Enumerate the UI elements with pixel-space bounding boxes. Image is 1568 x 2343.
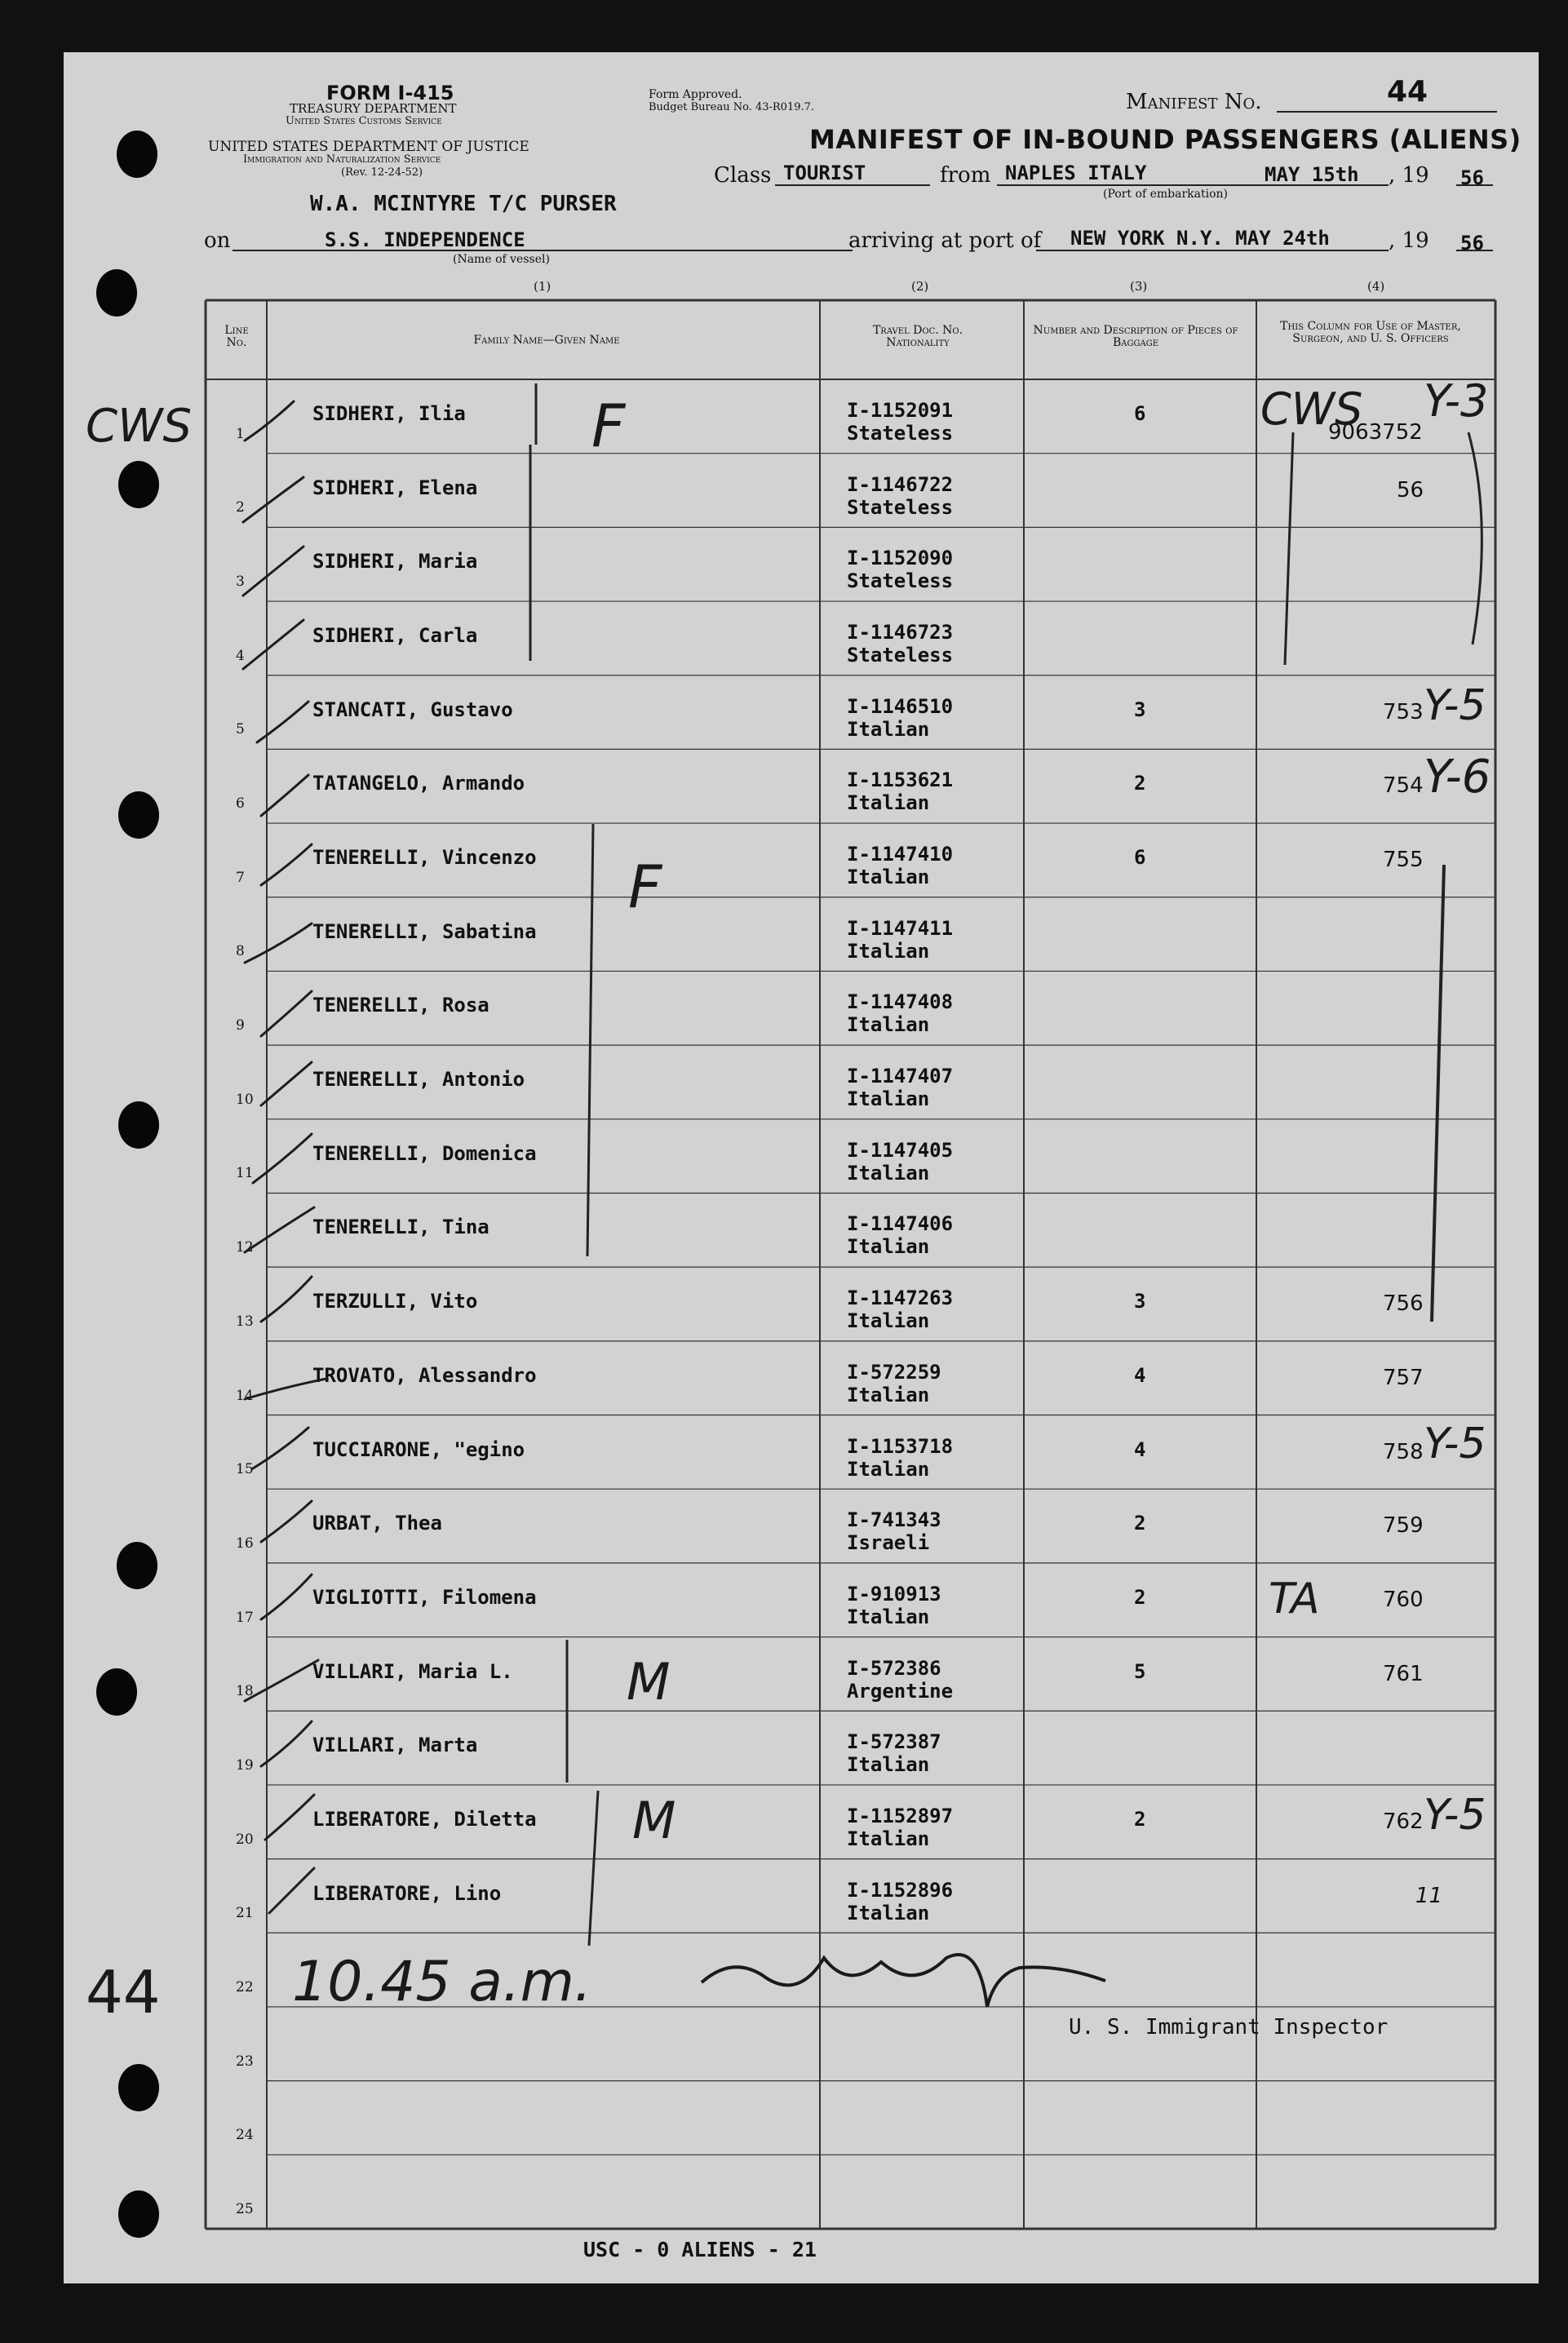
- nationality: Italian: [847, 791, 930, 815]
- nationality: Italian: [847, 1309, 930, 1333]
- officer-y6: Y-6: [1424, 751, 1491, 804]
- line-number: 12: [236, 1239, 254, 1256]
- passenger-name: TENERELLI, Vincenzo: [312, 846, 537, 870]
- nationality: Italian: [847, 1161, 930, 1185]
- vessel-note: (Name of vessel): [453, 253, 550, 266]
- nationality: Argentine: [847, 1679, 954, 1703]
- arriving-label: arriving at port of: [848, 228, 1042, 253]
- baggage-count: 6: [1134, 846, 1146, 870]
- line-number: 21: [236, 1905, 254, 1922]
- travel-doc-no: I-1147411: [847, 916, 954, 940]
- passenger-name: TENERELLI, Tina: [312, 1216, 489, 1239]
- passenger-name: TENERELLI, Sabatina: [312, 919, 537, 943]
- baggage-count: 4: [1134, 1363, 1146, 1387]
- passenger-name: LIBERATORE, Lino: [312, 1881, 502, 1905]
- passenger-name: SIDHERI, Carla: [312, 624, 478, 648]
- nationality: Israeli: [847, 1531, 930, 1555]
- passenger-name: STANCATI, Gustavo: [312, 698, 513, 721]
- depart-date: MAY 15th: [1265, 163, 1359, 186]
- passenger-name: TENERELLI, Antonio: [312, 1068, 525, 1092]
- passenger-name: SIDHERI, Maria: [312, 550, 478, 574]
- baggage-count: 6: [1134, 402, 1146, 425]
- travel-doc-no: I-1147410: [847, 843, 954, 866]
- baggage-count: 2: [1134, 772, 1146, 795]
- baggage-count: 2: [1134, 1512, 1146, 1535]
- nationality: Stateless: [847, 495, 954, 519]
- nationality: Stateless: [847, 422, 954, 445]
- officer-entry: 9063752: [1328, 420, 1423, 445]
- travel-doc-no: I-572387: [847, 1730, 941, 1754]
- passenger-name: TENERELLI, Domenica: [312, 1141, 537, 1165]
- nationality: Italian: [847, 1605, 930, 1628]
- line-number: 19: [236, 1756, 254, 1774]
- nationality: Italian: [847, 1753, 930, 1777]
- from-label: from: [940, 163, 991, 188]
- passenger-name: VILLARI, Marta: [312, 1734, 478, 1757]
- passenger-name: TERZULLI, Vito: [312, 1290, 478, 1313]
- f-mark-2: F: [628, 853, 662, 921]
- arrival-year-prefix: , 19: [1389, 228, 1429, 253]
- passenger-name: VILLARI, Maria L.: [312, 1659, 513, 1683]
- line-number: 1: [236, 425, 245, 442]
- travel-doc-no: I-1146722: [847, 472, 954, 496]
- travel-doc-no: I-1152896: [847, 1878, 954, 1902]
- officer-entry: 759: [1383, 1513, 1424, 1539]
- dept-justice: UNITED STATES DEPARTMENT OF JUSTICE: [208, 139, 529, 155]
- col-header-baggage: Number and Description of Pieces of Baggage: [1033, 324, 1238, 349]
- line-number: 13: [236, 1313, 254, 1330]
- baggage-count: 5: [1134, 1659, 1146, 1683]
- baggage-count: 2: [1134, 1807, 1146, 1831]
- port-embark-note: (Port of embarkation): [1103, 188, 1228, 201]
- line-number: 23: [236, 2053, 254, 2070]
- officer-entry: 756: [1383, 1291, 1424, 1317]
- dept-treasury: TREASURY DEPARTMENT: [290, 101, 457, 116]
- officer-entry: 760: [1383, 1587, 1424, 1612]
- col-num-3: (3): [1130, 279, 1148, 294]
- nationality: Italian: [847, 717, 930, 741]
- travel-doc-no: I-1153621: [847, 768, 954, 792]
- line-number: 24: [236, 2127, 254, 2144]
- line-number: 18: [236, 1683, 254, 1700]
- form-number: FORM I-415: [326, 82, 454, 104]
- col-header-officers: This Column for Use of Master, Surgeon, and U. S. Officers: [1280, 320, 1461, 345]
- travel-doc-no: I-1147406: [847, 1212, 954, 1236]
- officer-entry: 755: [1383, 848, 1424, 873]
- line-number: 9: [236, 1017, 245, 1034]
- travel-doc-no: I-1147405: [847, 1138, 954, 1162]
- line-number: 25: [236, 2200, 254, 2217]
- class-value: TOURIST: [783, 162, 866, 184]
- m-mark-1: M: [627, 1652, 671, 1712]
- nationality: Stateless: [847, 569, 954, 593]
- nationality: Stateless: [847, 644, 954, 667]
- nationality: Italian: [847, 1827, 930, 1850]
- nationality: Italian: [847, 1383, 930, 1406]
- line-number: 14: [236, 1387, 254, 1404]
- form-approved: Form Approved.: [649, 88, 742, 101]
- travel-doc-no: I-1146510: [847, 694, 954, 718]
- travel-doc-no: I-1147263: [847, 1287, 954, 1310]
- travel-doc-no: I-572386: [847, 1656, 941, 1680]
- nationality: Italian: [847, 1013, 930, 1037]
- officer-entry: 758: [1383, 1439, 1424, 1464]
- arrival-port-date: NEW YORK N.Y. MAY 24th: [1070, 227, 1330, 250]
- col-num-1: (1): [534, 279, 551, 294]
- travel-doc-no: I-1146723: [847, 621, 954, 644]
- passenger-name: LIBERATORE, Diletta: [312, 1807, 537, 1831]
- manifest-title: MANIFEST OF IN-BOUND PASSENGERS (ALIENS): [809, 124, 1521, 155]
- col-header-name: Family Name—Given Name: [473, 334, 620, 347]
- on-label: on: [204, 228, 231, 253]
- footer-code: USC - 0 ALIENS - 21: [583, 2238, 817, 2261]
- line-number: 2: [236, 499, 245, 516]
- line-number: 8: [236, 943, 245, 960]
- vessel-name: S.S. INDEPENDENCE: [325, 228, 525, 251]
- officer-y5-c: Y-5: [1424, 1791, 1486, 1840]
- officer-entry: 761: [1383, 1661, 1424, 1686]
- baggage-count: 3: [1134, 1290, 1146, 1313]
- col-num-2: (2): [911, 279, 929, 294]
- dept-ins: Immigration and Naturalization Service: [243, 153, 441, 166]
- nationality: Italian: [847, 1235, 930, 1259]
- baggage-count: 2: [1134, 1585, 1146, 1609]
- passenger-name: VIGLIOTTI, Filomena: [312, 1585, 537, 1609]
- purser-name: W.A. MCINTYRE T/C PURSER: [310, 192, 617, 216]
- line-number: 11: [236, 1165, 254, 1182]
- f-mark-1: F: [591, 392, 626, 460]
- line-number: 22: [236, 1978, 254, 1995]
- travel-doc-no: I-572259: [847, 1360, 941, 1384]
- line-number: 3: [236, 574, 245, 591]
- travel-doc-no: I-1152091: [847, 399, 954, 422]
- officer-entry: 753: [1383, 699, 1424, 724]
- margin-initials: CWS: [86, 400, 193, 453]
- manifest-label: Manifest No.: [1126, 90, 1262, 114]
- line-number: 17: [236, 1609, 254, 1626]
- manifest-number: 44: [1387, 75, 1428, 109]
- officer-y5-a: Y-5: [1424, 681, 1486, 730]
- travel-doc-no: I-1153718: [847, 1434, 954, 1458]
- line-number: 20: [236, 1831, 254, 1848]
- travel-doc-no: I-1152090: [847, 547, 954, 570]
- line-number: 4: [236, 647, 245, 664]
- officer-y3: Y-3: [1424, 375, 1489, 427]
- nationality: Italian: [847, 866, 930, 889]
- form-revision: (Rev. 12-24-52): [341, 166, 423, 179]
- passenger-name: TATANGELO, Armando: [312, 772, 525, 795]
- officer-y5-b: Y-5: [1424, 1420, 1486, 1468]
- officer-entry: 754: [1383, 773, 1424, 799]
- inspector-title: U. S. Immigrant Inspector: [1069, 2015, 1389, 2040]
- travel-doc-no: I-1147407: [847, 1065, 954, 1088]
- m-mark-2: M: [632, 1791, 676, 1850]
- officer-initials: CWS: [1260, 383, 1363, 435]
- ta-mark: TA: [1269, 1575, 1320, 1623]
- col-header-line: Line No.: [224, 324, 249, 349]
- baggage-count: 4: [1134, 1437, 1146, 1461]
- line-number: 10: [236, 1091, 254, 1108]
- officer-entry: 762: [1383, 1809, 1424, 1834]
- nationality: Italian: [847, 939, 930, 963]
- nationality: Italian: [847, 1901, 930, 1924]
- passenger-name: TUCCIARONE, "egino: [312, 1437, 525, 1461]
- depart-year-prefix: , 19: [1389, 163, 1429, 188]
- depart-year: 56: [1460, 166, 1484, 189]
- dept-customs: United States Customs Service: [286, 115, 442, 127]
- col-header-doc: Travel Doc. No. Nationality: [872, 324, 963, 349]
- travel-doc-no: I-910913: [847, 1582, 941, 1606]
- officer-entry: 757: [1383, 1365, 1424, 1390]
- passenger-name: TROVATO, Alessandro: [312, 1363, 537, 1387]
- officer-entry: 56: [1397, 477, 1424, 503]
- time-signature: 10.45 a.m.: [292, 1950, 592, 2014]
- baggage-count: 3: [1134, 698, 1146, 721]
- travel-doc-no: I-741343: [847, 1508, 941, 1532]
- line-number: 7: [236, 869, 245, 886]
- budget-bureau: Budget Bureau No. 43-R019.7.: [649, 101, 815, 113]
- line-number: 16: [236, 1535, 254, 1552]
- passenger-name: SIDHERI, Elena: [312, 476, 478, 499]
- nationality: Italian: [847, 1087, 930, 1111]
- class-label: Class: [714, 163, 772, 188]
- from-value: NAPLES ITALY: [1005, 162, 1147, 184]
- travel-doc-no: I-1147408: [847, 990, 954, 1014]
- officer-entry: 11: [1415, 1883, 1443, 1908]
- col-num-4: (4): [1367, 279, 1385, 294]
- passenger-name: TENERELLI, Rosa: [312, 994, 489, 1017]
- line-number: 15: [236, 1461, 254, 1478]
- line-number: 6: [236, 795, 245, 813]
- nationality: Italian: [847, 1457, 930, 1481]
- passenger-name: URBAT, Thea: [312, 1512, 442, 1535]
- passenger-name: SIDHERI, Ilia: [312, 402, 466, 425]
- margin-count: 44: [86, 1958, 161, 2026]
- line-number: 5: [236, 721, 245, 738]
- arrival-year: 56: [1460, 232, 1484, 255]
- travel-doc-no: I-1152897: [847, 1804, 954, 1827]
